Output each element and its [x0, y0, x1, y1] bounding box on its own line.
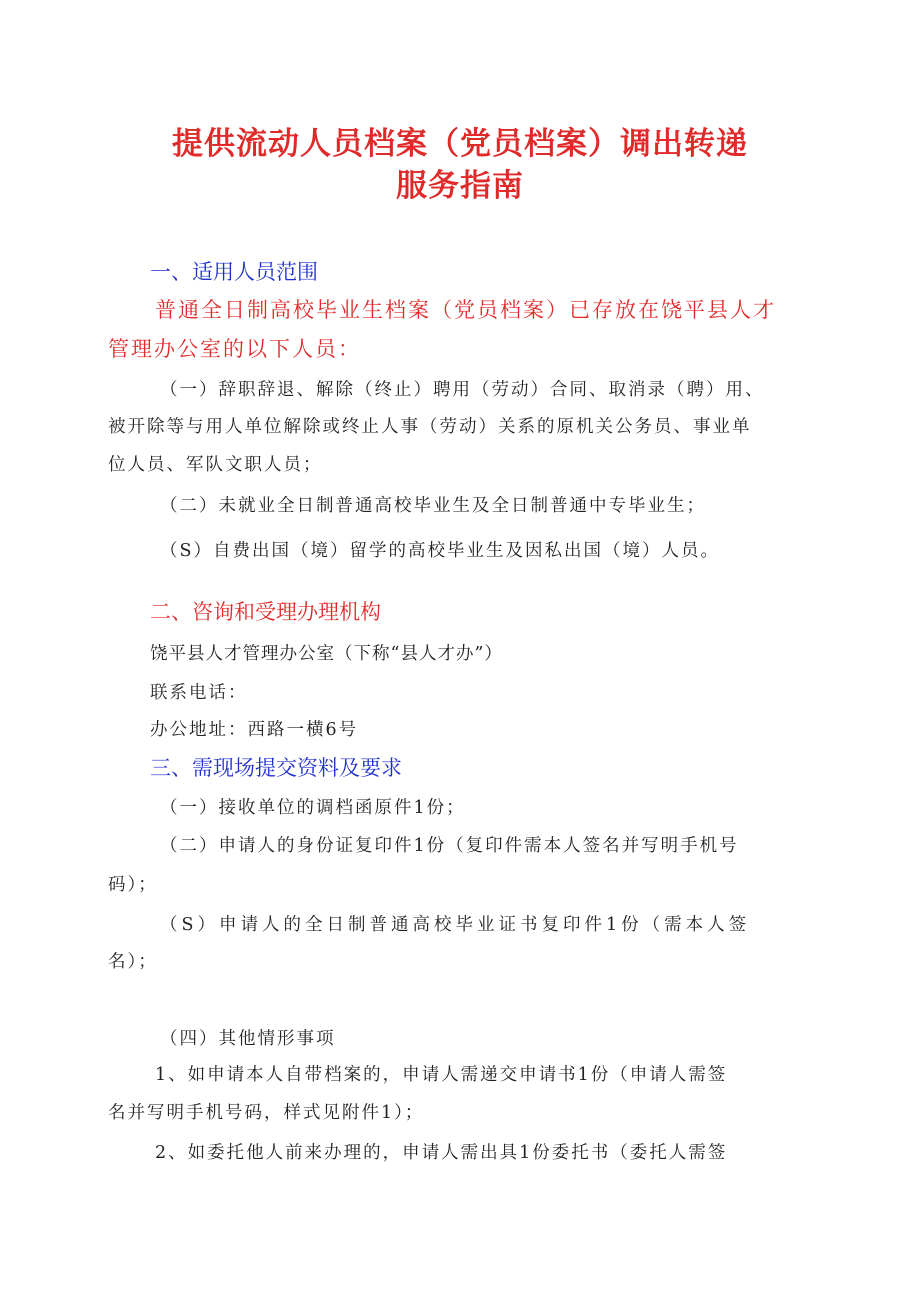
- section2-org: 饶平县人才管理办公室（下称“县人才办”）: [150, 644, 503, 664]
- section3-item2-line2: 码）；: [108, 875, 158, 895]
- section3-item2-line1: （二）申请人的身份证复印件1份（复印件需本人签名并写明手机号: [160, 836, 739, 856]
- document-title-line1: 提供流动人员档案（党员档案）调出转递: [172, 126, 748, 162]
- section3-item1: （一）接收单位的调档函原件1份；: [160, 798, 466, 818]
- section1-intro-line1: 普通全日制高校毕业生档案（党员档案）已存放在饶平县人才: [155, 298, 776, 322]
- section3-sub1-line1: 1、如申请本人自带档案的，申请人需递交申请书1份（申请人需签: [155, 1065, 728, 1085]
- section1-intro-line2: 管理办公室的以下人员：: [108, 337, 361, 361]
- section2-phone: 联系电话：: [150, 683, 248, 703]
- section2-address: 办公地址：西路一横6号: [150, 720, 359, 740]
- section2-heading: 二、咨询和受理办理机构: [150, 600, 381, 624]
- section1-item1-line2: 被开除等与用人单位解除或终止人事（劳动）关系的原机关公务员、事业单: [108, 417, 752, 437]
- section1-heading: 一、适用人员范围: [150, 260, 318, 284]
- section1-item3: （S）自费出国（境）留学的高校毕业生及因私出国（境）人员。: [160, 541, 720, 561]
- document-title-line2: 服务指南: [396, 168, 524, 204]
- section1-item1-line3: 位人员、军队文职人员；: [108, 455, 323, 475]
- section3-item4-heading: （四）其他情形事项: [160, 1029, 336, 1049]
- section3-item3-line1: （S）申请人的全日制普通高校毕业证书复印件1份（需本人签: [160, 915, 751, 935]
- section3-heading: 三、需现场提交资料及要求: [150, 756, 402, 780]
- section3-sub2-line1: 2、如委托他人前来办理的，申请人需出具1份委托书（委托人需签: [155, 1143, 728, 1163]
- section3-item3-line2: 名）；: [108, 952, 158, 972]
- section3-sub1-line2: 名并写明手机号码，样式见附件1）；: [108, 1103, 425, 1123]
- section1-item2: （二）未就业全日制普通高校毕业生及全日制普通中专毕业生；: [160, 496, 706, 516]
- section1-item1-line1: （一）辞职辞退、解除（终止）聘用（劳动）合同、取消录（聘）用、: [160, 380, 765, 400]
